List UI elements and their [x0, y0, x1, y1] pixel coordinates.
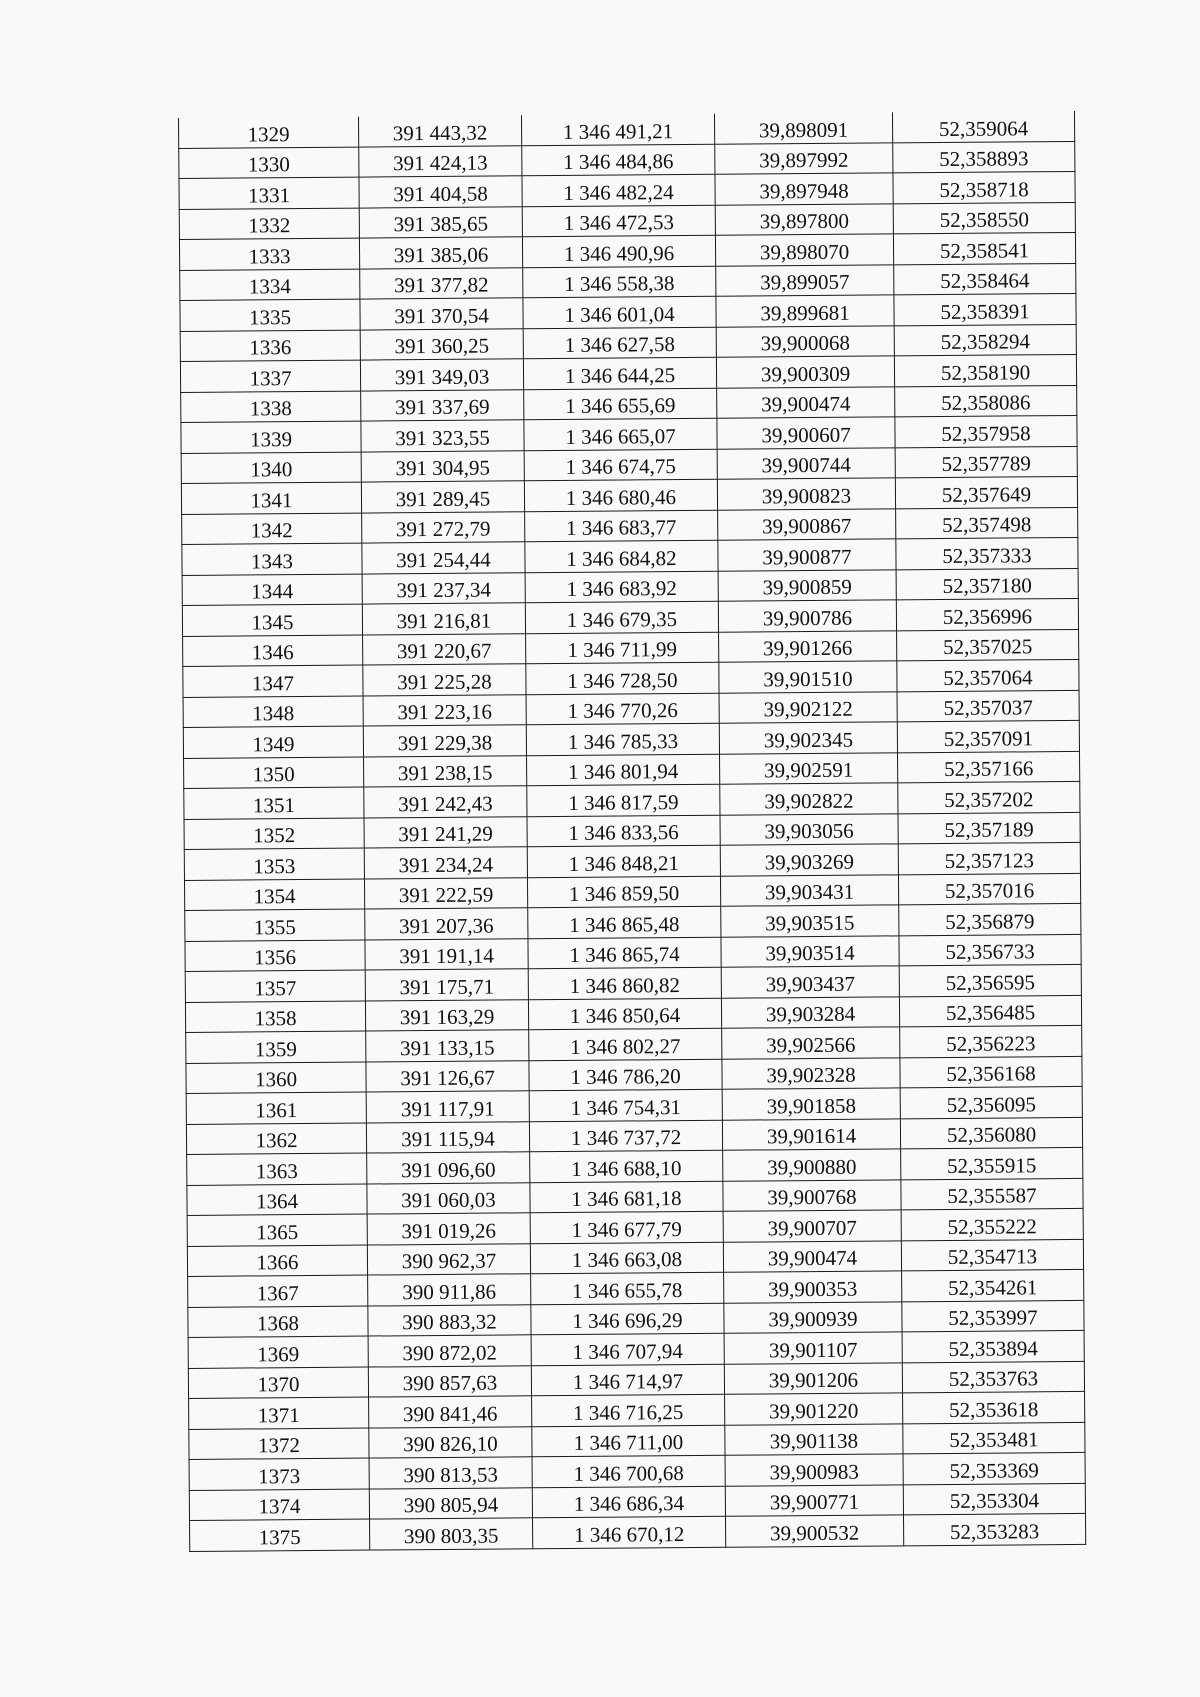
longitude-cell: 39,900880 [723, 1149, 901, 1181]
longitude-cell: 39,902328 [722, 1057, 900, 1089]
longitude-cell: 39,900607 [717, 417, 895, 449]
x-coordinate-cell: 391 404,58 [359, 176, 522, 208]
x-coordinate-cell: 391 060,03 [367, 1182, 530, 1214]
point-number-cell: 1348 [183, 696, 363, 728]
coordinates-table [178, 111, 1086, 1552]
latitude-cell: 52,357958 [895, 415, 1077, 447]
x-coordinate-cell: 391 304,95 [361, 450, 524, 482]
longitude-cell: 39,900939 [724, 1301, 902, 1333]
x-coordinate-cell: 391 323,55 [361, 420, 524, 452]
y-coordinate-cell: 1 346 786,20 [529, 1059, 722, 1091]
coordinates-table-body [178, 111, 1085, 1551]
longitude-cell: 39,903269 [720, 844, 898, 876]
latitude-cell: 52,356595 [899, 964, 1081, 996]
point-number-cell: 1341 [181, 482, 361, 514]
y-coordinate-cell: 1 346 817,59 [527, 784, 720, 816]
latitude-cell: 52,359064 [892, 111, 1074, 142]
point-number-cell: 1359 [186, 1031, 366, 1063]
longitude-cell: 39,900867 [718, 508, 896, 540]
y-coordinate-cell: 1 346 683,92 [525, 571, 718, 603]
y-coordinate-cell: 1 346 711,00 [532, 1425, 725, 1457]
latitude-cell: 52,356223 [900, 1025, 1082, 1057]
longitude-cell: 39,899057 [716, 264, 894, 296]
latitude-cell: 52,356996 [896, 598, 1078, 630]
x-coordinate-cell: 391 223,16 [363, 694, 526, 726]
y-coordinate-cell: 1 346 665,07 [524, 418, 717, 450]
point-number-cell: 1356 [185, 940, 365, 972]
y-coordinate-cell: 1 346 601,04 [523, 296, 716, 328]
x-coordinate-cell: 391 242,43 [364, 786, 527, 818]
latitude-cell: 52,355222 [901, 1208, 1083, 1240]
y-coordinate-cell: 1 346 700,68 [532, 1455, 725, 1487]
point-number-cell: 1372 [189, 1428, 369, 1460]
latitude-cell: 52,353894 [902, 1330, 1084, 1362]
point-number-cell: 1339 [181, 421, 361, 453]
x-coordinate-cell: 391 216,81 [362, 603, 525, 635]
x-coordinate-cell: 391 360,25 [360, 328, 523, 360]
x-coordinate-cell: 391 019,26 [367, 1213, 530, 1245]
point-number-cell: 1333 [179, 238, 359, 270]
x-coordinate-cell: 391 241,29 [364, 816, 527, 848]
longitude-cell: 39,903437 [721, 966, 899, 998]
y-coordinate-cell: 1 346 484,86 [522, 144, 715, 176]
latitude-cell: 52,356080 [900, 1117, 1082, 1149]
latitude-cell: 52,353618 [903, 1391, 1085, 1423]
longitude-cell: 39,899681 [716, 295, 894, 327]
latitude-cell: 52,357037 [897, 690, 1079, 722]
y-coordinate-cell: 1 346 644,25 [523, 357, 716, 389]
y-coordinate-cell: 1 346 482,24 [522, 174, 715, 206]
latitude-cell: 52,357091 [897, 720, 1079, 752]
y-coordinate-cell: 1 346 683,77 [525, 510, 718, 542]
longitude-cell: 39,900983 [725, 1454, 903, 1486]
x-coordinate-cell: 390 841,46 [369, 1396, 532, 1428]
x-coordinate-cell: 391 133,15 [366, 1030, 529, 1062]
y-coordinate-cell: 1 346 754,31 [529, 1089, 722, 1121]
x-coordinate-cell: 390 803,35 [370, 1518, 533, 1550]
x-coordinate-cell: 391 126,67 [366, 1060, 529, 1092]
y-coordinate-cell: 1 346 684,82 [525, 540, 718, 572]
x-coordinate-cell: 390 962,37 [367, 1243, 530, 1275]
y-coordinate-cell: 1 346 490,96 [522, 235, 715, 267]
longitude-cell: 39,901266 [719, 630, 897, 662]
point-number-cell: 1360 [186, 1062, 366, 1094]
x-coordinate-cell: 391 289,45 [361, 481, 524, 513]
longitude-cell: 39,900532 [725, 1515, 903, 1547]
y-coordinate-cell: 1 346 663,08 [530, 1242, 723, 1274]
latitude-cell: 52,357064 [897, 659, 1079, 691]
x-coordinate-cell: 391 337,69 [361, 389, 524, 421]
x-coordinate-cell: 391 096,60 [367, 1152, 530, 1184]
y-coordinate-cell: 1 346 655,69 [524, 388, 717, 420]
latitude-cell: 52,353481 [903, 1422, 1085, 1454]
point-number-cell: 1351 [184, 787, 364, 819]
x-coordinate-cell: 391 385,65 [359, 206, 522, 238]
point-number-cell: 1330 [179, 147, 359, 179]
point-number-cell: 1350 [184, 757, 364, 789]
point-number-cell: 1371 [189, 1397, 369, 1429]
longitude-cell: 39,900474 [717, 386, 895, 418]
longitude-cell: 39,903514 [721, 935, 899, 967]
y-coordinate-cell: 1 346 670,12 [533, 1516, 726, 1548]
point-number-cell: 1337 [180, 360, 360, 392]
latitude-cell: 52,357016 [898, 873, 1080, 905]
x-coordinate-cell: 391 225,28 [363, 664, 526, 696]
x-coordinate-cell: 391 272,79 [362, 511, 525, 543]
y-coordinate-cell: 1 346 674,75 [524, 449, 717, 481]
x-coordinate-cell: 391 220,67 [363, 633, 526, 665]
y-coordinate-cell: 1 346 865,74 [528, 937, 721, 969]
latitude-cell: 52,353997 [902, 1300, 1084, 1332]
longitude-cell: 39,901107 [724, 1332, 902, 1364]
y-coordinate-cell: 1 346 860,82 [528, 967, 721, 999]
table-row [190, 1513, 1086, 1551]
point-number-cell: 1369 [188, 1336, 368, 1368]
x-coordinate-cell: 391 207,36 [365, 908, 528, 940]
latitude-cell: 52,357025 [897, 629, 1079, 661]
y-coordinate-cell: 1 346 801,94 [527, 754, 720, 786]
y-coordinate-cell: 1 346 848,21 [527, 845, 720, 877]
latitude-cell: 52,353283 [903, 1513, 1085, 1545]
latitude-cell: 52,357180 [896, 568, 1078, 600]
point-number-cell: 1329 [178, 117, 358, 148]
longitude-cell: 39,901510 [719, 661, 897, 693]
y-coordinate-cell: 1 346 785,33 [526, 723, 719, 755]
latitude-cell: 52,355587 [901, 1178, 1083, 1210]
point-number-cell: 1344 [182, 574, 362, 606]
longitude-cell: 39,901858 [722, 1088, 900, 1120]
x-coordinate-cell: 391 349,03 [360, 359, 523, 391]
x-coordinate-cell: 391 222,59 [364, 877, 527, 909]
y-coordinate-cell: 1 346 833,56 [527, 815, 720, 847]
point-number-cell: 1342 [182, 513, 362, 545]
x-coordinate-cell: 391 370,54 [360, 298, 523, 330]
x-coordinate-cell: 391 443,32 [358, 115, 521, 146]
y-coordinate-cell: 1 346 737,72 [529, 1120, 722, 1152]
latitude-cell: 52,358391 [894, 293, 1076, 325]
longitude-cell: 39,903515 [721, 905, 899, 937]
latitude-cell: 52,356733 [899, 934, 1081, 966]
latitude-cell: 52,356168 [900, 1056, 1082, 1088]
point-number-cell: 1363 [187, 1153, 367, 1185]
point-number-cell: 1331 [179, 177, 359, 209]
latitude-cell: 52,356879 [899, 903, 1081, 935]
point-number-cell: 1354 [184, 879, 364, 911]
y-coordinate-cell: 1 346 655,78 [531, 1272, 724, 1304]
latitude-cell: 52,358718 [893, 171, 1075, 203]
latitude-cell: 52,358550 [893, 202, 1075, 234]
x-coordinate-cell: 391 163,29 [365, 999, 528, 1031]
longitude-cell: 39,900786 [718, 600, 896, 632]
point-number-cell: 1374 [189, 1489, 369, 1521]
y-coordinate-cell: 1 346 679,35 [525, 601, 718, 633]
longitude-cell: 39,901614 [722, 1118, 900, 1150]
point-number-cell: 1364 [187, 1184, 367, 1216]
latitude-cell: 52,357189 [898, 812, 1080, 844]
latitude-cell: 52,355915 [901, 1147, 1083, 1179]
longitude-cell: 39,900859 [718, 569, 896, 601]
longitude-cell: 39,897800 [715, 203, 893, 235]
y-coordinate-cell: 1 346 686,34 [532, 1486, 725, 1518]
latitude-cell: 52,357789 [895, 446, 1077, 478]
y-coordinate-cell: 1 346 850,64 [528, 998, 721, 1030]
longitude-cell: 39,900823 [717, 478, 895, 510]
latitude-cell: 52,353369 [903, 1452, 1085, 1484]
point-number-cell: 1334 [180, 269, 360, 301]
y-coordinate-cell: 1 346 707,94 [531, 1333, 724, 1365]
latitude-cell: 52,358190 [894, 354, 1076, 386]
point-number-cell: 1340 [181, 452, 361, 484]
y-coordinate-cell: 1 346 859,50 [527, 876, 720, 908]
y-coordinate-cell: 1 346 491,21 [521, 114, 714, 146]
longitude-cell: 39,902122 [719, 691, 897, 723]
point-number-cell: 1355 [185, 909, 365, 941]
longitude-cell: 39,900309 [716, 356, 894, 388]
point-number-cell: 1358 [185, 1001, 365, 1033]
point-number-cell: 1345 [182, 604, 362, 636]
latitude-cell: 52,354713 [901, 1239, 1083, 1271]
latitude-cell: 52,357333 [896, 537, 1078, 569]
x-coordinate-cell: 391 229,38 [363, 725, 526, 757]
latitude-cell: 52,357498 [896, 507, 1078, 539]
y-coordinate-cell: 1 346 711,99 [526, 632, 719, 664]
point-number-cell: 1370 [188, 1367, 368, 1399]
longitude-cell: 39,900353 [724, 1271, 902, 1303]
latitude-cell: 52,356095 [900, 1086, 1082, 1118]
point-number-cell: 1343 [182, 543, 362, 575]
latitude-cell: 52,358893 [893, 141, 1075, 173]
x-coordinate-cell: 390 857,63 [368, 1365, 531, 1397]
y-coordinate-cell: 1 346 472,53 [522, 205, 715, 237]
y-coordinate-cell: 1 346 688,10 [530, 1150, 723, 1182]
longitude-cell: 39,900707 [723, 1210, 901, 1242]
x-coordinate-cell: 391 254,44 [362, 542, 525, 574]
y-coordinate-cell: 1 346 865,48 [528, 906, 721, 938]
point-number-cell: 1375 [190, 1519, 370, 1551]
point-number-cell: 1347 [183, 665, 363, 697]
x-coordinate-cell: 390 872,02 [368, 1335, 531, 1367]
y-coordinate-cell: 1 346 728,50 [526, 662, 719, 694]
longitude-cell: 39,902566 [722, 1027, 900, 1059]
longitude-cell: 39,902591 [720, 752, 898, 784]
y-coordinate-cell: 1 346 696,29 [531, 1303, 724, 1335]
y-coordinate-cell: 1 346 558,38 [523, 266, 716, 298]
x-coordinate-cell: 390 826,10 [369, 1426, 532, 1458]
longitude-cell: 39,901220 [725, 1393, 903, 1425]
point-number-cell: 1368 [188, 1306, 368, 1338]
x-coordinate-cell: 391 191,14 [365, 938, 528, 970]
x-coordinate-cell: 391 377,82 [360, 267, 523, 299]
x-coordinate-cell: 391 175,71 [365, 969, 528, 1001]
longitude-cell: 39,902345 [719, 722, 897, 754]
latitude-cell: 52,358464 [894, 263, 1076, 295]
point-number-cell: 1362 [186, 1123, 366, 1155]
x-coordinate-cell: 391 424,13 [359, 145, 522, 177]
longitude-cell: 39,901206 [724, 1362, 902, 1394]
point-number-cell: 1336 [180, 330, 360, 362]
x-coordinate-cell: 391 385,06 [359, 237, 522, 269]
latitude-cell: 52,354261 [902, 1269, 1084, 1301]
y-coordinate-cell: 1 346 680,46 [524, 479, 717, 511]
point-number-cell: 1346 [183, 635, 363, 667]
y-coordinate-cell: 1 346 714,97 [531, 1364, 724, 1396]
y-coordinate-cell: 1 346 677,79 [530, 1211, 723, 1243]
longitude-cell: 39,903431 [720, 874, 898, 906]
latitude-cell: 52,353304 [903, 1483, 1085, 1515]
x-coordinate-cell: 390 813,53 [369, 1457, 532, 1489]
point-number-cell: 1373 [189, 1458, 369, 1490]
x-coordinate-cell: 390 805,94 [369, 1487, 532, 1519]
point-number-cell: 1366 [187, 1245, 367, 1277]
x-coordinate-cell: 391 115,94 [366, 1121, 529, 1153]
point-number-cell: 1353 [184, 848, 364, 880]
x-coordinate-cell: 391 238,15 [364, 755, 527, 787]
y-coordinate-cell: 1 346 627,58 [523, 327, 716, 359]
y-coordinate-cell: 1 346 681,18 [530, 1181, 723, 1213]
latitude-cell: 52,358294 [894, 324, 1076, 356]
latitude-cell: 52,358541 [893, 232, 1075, 264]
point-number-cell: 1335 [180, 299, 360, 331]
point-number-cell: 1338 [181, 391, 361, 423]
longitude-cell: 39,900474 [723, 1240, 901, 1272]
point-number-cell: 1349 [183, 726, 363, 758]
y-coordinate-cell: 1 346 770,26 [526, 693, 719, 725]
x-coordinate-cell: 390 883,32 [368, 1304, 531, 1336]
latitude-cell: 52,358086 [895, 385, 1077, 417]
longitude-cell: 39,901138 [725, 1423, 903, 1455]
longitude-cell: 39,900068 [716, 325, 894, 357]
latitude-cell: 52,357166 [898, 751, 1080, 783]
longitude-cell: 39,900768 [723, 1179, 901, 1211]
latitude-cell: 52,357649 [895, 476, 1077, 508]
x-coordinate-cell: 391 117,91 [366, 1091, 529, 1123]
point-number-cell: 1332 [179, 208, 359, 240]
point-number-cell: 1365 [187, 1214, 367, 1246]
longitude-cell: 39,903284 [721, 996, 899, 1028]
longitude-cell: 39,898070 [715, 234, 893, 266]
x-coordinate-cell: 390 911,86 [368, 1274, 531, 1306]
longitude-cell: 39,897992 [715, 142, 893, 174]
latitude-cell: 52,357123 [898, 842, 1080, 874]
point-number-cell: 1352 [184, 818, 364, 850]
longitude-cell: 39,902822 [720, 783, 898, 815]
longitude-cell: 39,900771 [725, 1484, 903, 1516]
longitude-cell: 39,900744 [717, 447, 895, 479]
y-coordinate-cell: 1 346 716,25 [532, 1394, 725, 1426]
longitude-cell: 39,900877 [718, 539, 896, 571]
latitude-cell: 52,356485 [899, 995, 1081, 1027]
point-number-cell: 1357 [185, 970, 365, 1002]
y-coordinate-cell: 1 346 802,27 [529, 1028, 722, 1060]
latitude-cell: 52,353763 [902, 1361, 1084, 1393]
x-coordinate-cell: 391 234,24 [364, 847, 527, 879]
longitude-cell: 39,898091 [714, 112, 892, 143]
point-number-cell: 1367 [188, 1275, 368, 1307]
point-number-cell: 1361 [186, 1092, 366, 1124]
longitude-cell: 39,897948 [715, 173, 893, 205]
latitude-cell: 52,357202 [898, 781, 1080, 813]
longitude-cell: 39,903056 [720, 813, 898, 845]
x-coordinate-cell: 391 237,34 [362, 572, 525, 604]
